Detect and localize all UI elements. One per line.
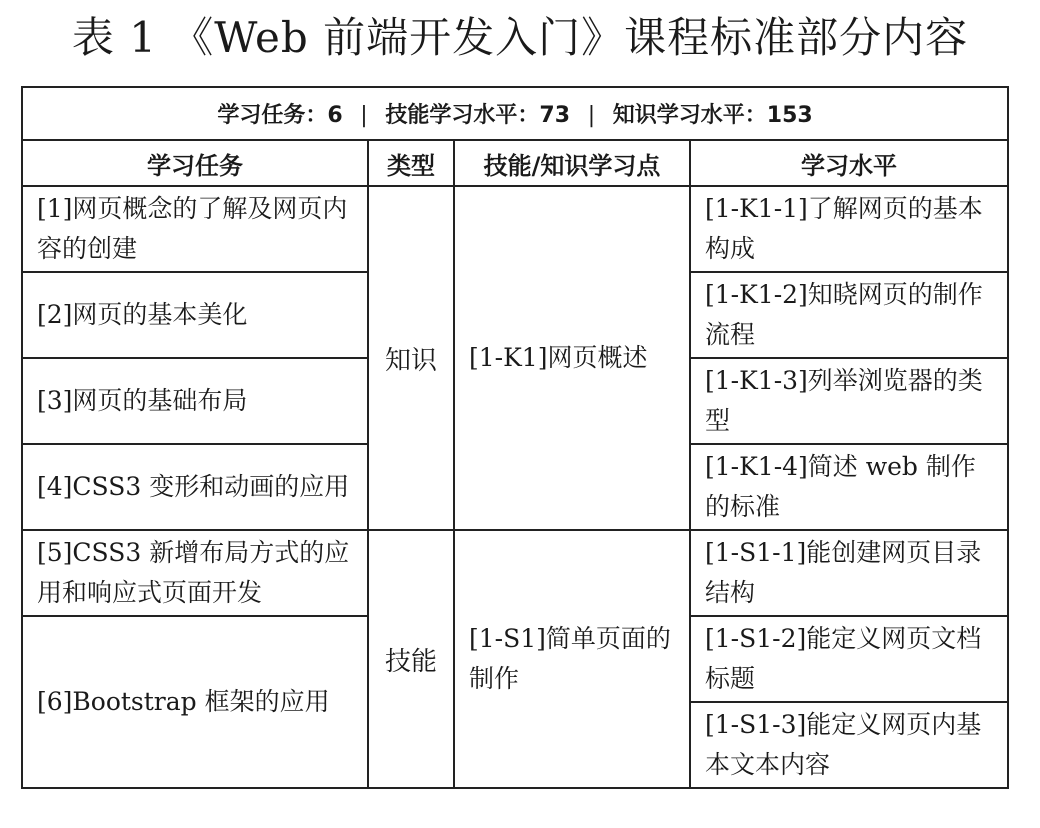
task-text: [3]网页的基础布局 [37,386,248,415]
table-row [22,186,1008,272]
summary-tasks: 学习任务：6 [217,103,343,128]
task-text: [6]Bootstrap 框架的应用 [37,687,330,716]
level-cell [690,444,1008,530]
level-text: [1-K1-2]知晓网页的制作流程 [705,280,983,349]
level-cell [690,616,1008,702]
task-text: [4]CSS3 变形和动画的应用 [37,472,350,501]
level-text: [1-S1-1]能创建网页目录结构 [705,538,982,607]
point-cell [454,186,690,530]
level-cell [690,272,1008,358]
task-cell [22,272,368,358]
level-text: [1-K1-4]简述 web 制作的标准 [705,452,976,521]
task-cell [22,186,368,272]
type-cell [368,186,454,530]
level-cell [690,702,1008,788]
point-text: [1-K1]网页概述 [469,343,648,372]
level-cell [690,358,1008,444]
task-text: [2]网页的基本美化 [37,300,248,329]
level-cell [690,186,1008,272]
summary-separator: | [587,103,596,128]
header-task: 学习任务 [22,140,368,186]
type-text: 知识 [384,345,437,376]
header-type: 类型 [368,140,454,186]
header-level: 学习水平 [690,140,1008,186]
summary-cell [22,87,1008,140]
table-row [22,530,1008,616]
level-text: [1-K1-3]列举浏览器的类型 [705,366,983,435]
task-cell [22,530,368,616]
point-text: [1-S1]简单页面的制作 [469,624,671,693]
task-cell [22,444,368,530]
task-text: [1]网页概念的了解及网页内容的创建 [37,194,348,263]
level-cell [690,530,1008,616]
table-title: 表 1 《Web 前端开发入门》课程标准部分内容 [71,13,969,62]
header-row [22,140,1008,186]
summary-skill-level: 技能学习水平：73 [385,103,571,128]
summary-row [22,87,1008,140]
level-text: [1-S1-3]能定义网页内基本文本内容 [705,710,982,779]
task-cell [22,616,368,788]
type-cell [368,530,454,788]
level-text: [1-S1-2]能定义网页文档标题 [705,624,982,693]
course-standard-table [21,86,1009,789]
point-cell [454,530,690,788]
header-point: 技能/知识学习点 [454,140,690,186]
summary-knowledge-level: 知识学习水平：153 [612,103,813,128]
level-text: [1-K1-1]了解网页的基本构成 [705,194,983,263]
task-cell [22,358,368,444]
task-text: [5]CSS3 新增布局方式的应用和响应式页面开发 [37,538,350,607]
summary-separator: | [360,103,368,128]
type-text: 技能 [384,646,437,677]
